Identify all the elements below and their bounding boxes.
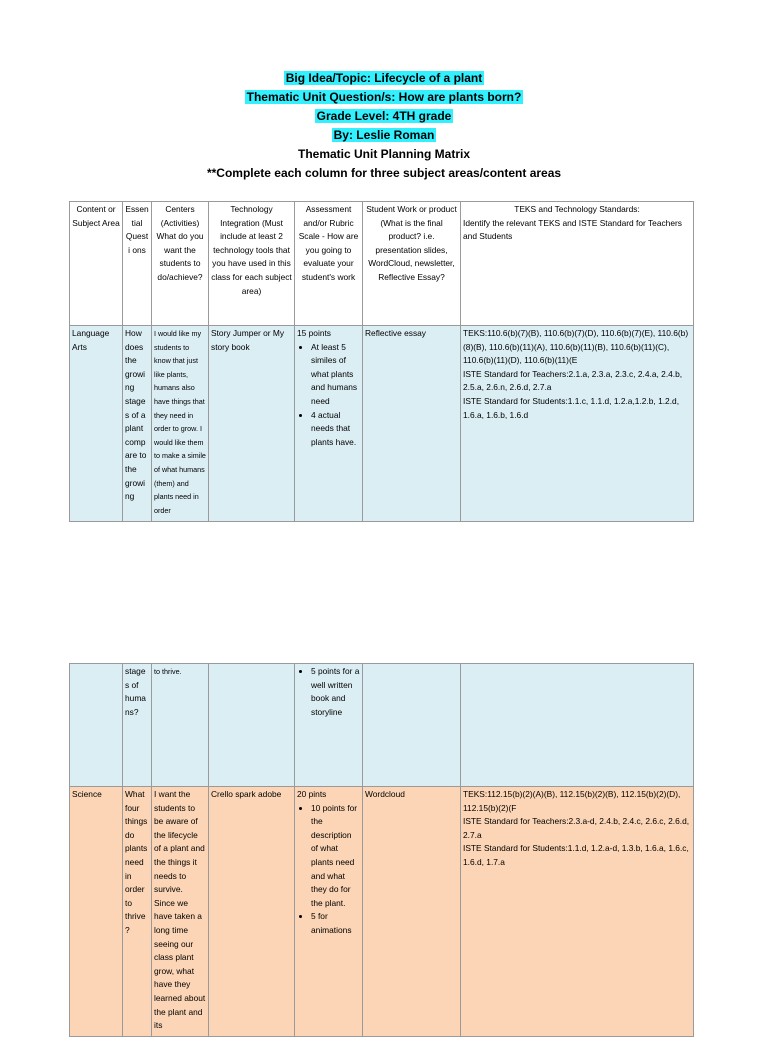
assessment-cell: [295, 787, 363, 1037]
assessment-list: [297, 341, 360, 450]
list-item: • 5 points for a well written book and storyline: [311, 665, 360, 719]
product-cell: [363, 664, 461, 787]
assessment-cell: [295, 664, 363, 787]
teks-text: TEKS:110.6(b)(7)(B), 110.6(b)(7)(D), 110.6(b)(7)(E), 110.6(b)(8)(B), 110.6(b)(11)(A), 110.6(b)(11)(B), 110.6(b)(11)(C), 110.6(b)(11)(D), 110.6(b)(11)(E: [463, 328, 689, 366]
planning-matrix-page2: [69, 663, 694, 1037]
table-row-language-arts: [70, 326, 694, 522]
header-product: Student Work or product (What is the final product? i.e. presentation slides, WordCloud, newsletter, Reflective Essay?: [363, 202, 461, 326]
document-titles: [0, 69, 768, 183]
table-row-science: [70, 787, 694, 1037]
list-item: • 4 actual needs that plants have.: [311, 409, 360, 450]
header-teks: [461, 202, 694, 326]
teks-text: TEKS:112.15(b)(2)(A)(B), 112.15(b)(2)(B), 112.15(b)(2)(D), 112.15(b)(2)(F: [463, 789, 681, 813]
assessment-title: 15 points: [297, 328, 331, 338]
grade-level-title: Grade Level: 4TH grade: [316, 109, 452, 123]
teks-cell: [461, 664, 694, 787]
assessment-list: [297, 665, 360, 719]
planning-matrix-page1: [69, 201, 694, 522]
product-cell: Wordcloud: [363, 787, 461, 1037]
header-centers: Centers (Activities) What do you want the students to do/achieve?: [152, 202, 209, 326]
centers-cell: to thrive.: [152, 664, 209, 787]
header-content: Content or Subject Area: [70, 202, 123, 326]
essential-question-cell: How does the growing stages of a plant compare to the growing: [123, 326, 152, 522]
list-item: • At least 5 similes of what plants and humans need: [311, 341, 360, 409]
list-item: • 10 points for the description of what plants need and what they do for the plant.: [311, 802, 360, 911]
author-title: By: Leslie Roman: [333, 128, 435, 142]
iste-teachers-text: ISTE Standard for Teachers:2.1.a, 2.3.a, 2.3.c, 2.4.a, 2.4.b, 2.5.a, 2.6.n, 2.6.d, 2.7.a: [463, 368, 683, 393]
essential-question-cell: What four things do plants need in order to thrive?: [123, 787, 152, 1037]
teks-cell: [461, 326, 694, 522]
unit-question-title: Thematic Unit Question/s: How are plants born?: [246, 90, 522, 104]
list-item: • 5 for animations: [311, 910, 360, 937]
subject-cell: [70, 664, 123, 787]
header-teks-title: TEKS and Technology Standards:: [514, 204, 640, 214]
header-technology: Technology Integration (Must include at least 2 technology tools that you have used in this class for each subject area): [209, 202, 295, 326]
technology-cell: Crello spark adobe: [209, 787, 295, 1037]
big-idea-title: Big Idea/Topic: Lifecycle of a plant: [285, 71, 483, 85]
centers-cell: I want the students to be aware of the lifecycle of a plant and the things it needs to survive. Since we have taken a long time seeing our class plant grow, what have they learned about the plant and its: [152, 787, 209, 1037]
iste-teachers-text: ISTE Standard for Teachers:2.3.a-d, 2.4.b, 2.4.c, 2.6.c, 2.6.d, 2.7.a: [463, 816, 690, 840]
product-cell: Reflective essay: [363, 326, 461, 522]
teks-cell: [461, 787, 694, 1037]
centers-cell: I would like my students to know that just like plants, humans also have things that they need in order to grow. I would like them to make a simile of what humans (them) and plants need in order: [152, 326, 209, 522]
header-row: [70, 202, 694, 326]
header-assessment: Assessment and/or Rubric Scale - How are you going to evaluate your student's work: [295, 202, 363, 326]
table-row-language-arts-continued: [70, 664, 694, 787]
iste-students-text: ISTE Standard for Students:1.1.d, 1.2.a-d, 1.3.b, 1.6.a, 1.6.c, 1.6.d, 1.7.a: [463, 843, 689, 867]
iste-students-text: ISTE Standard for Students:1.1.c, 1.1.d, 1.2.a,1.2.b, 1.2.d, 1.6.a, 1.6.b, 1.6.d: [463, 395, 680, 420]
technology-cell: [209, 664, 295, 787]
subject-cell: Language Arts: [70, 326, 123, 522]
technology-cell: Story Jumper or My story book: [209, 326, 295, 522]
assessment-cell: [295, 326, 363, 522]
assessment-list: [297, 802, 360, 938]
header-essential: Essen tial Questi ons: [123, 202, 152, 326]
matrix-title: Thematic Unit Planning Matrix: [297, 147, 471, 161]
subject-cell: Science: [70, 787, 123, 1037]
header-teks-sub: Identify the relevant TEKS and ISTE Standard for Teachers and Students: [463, 217, 682, 242]
assessment-title: 20 pints: [297, 789, 327, 799]
essential-question-cell: stages of humans?: [123, 664, 152, 787]
instructions-title: **Complete each column for three subject areas/content areas: [206, 166, 562, 180]
